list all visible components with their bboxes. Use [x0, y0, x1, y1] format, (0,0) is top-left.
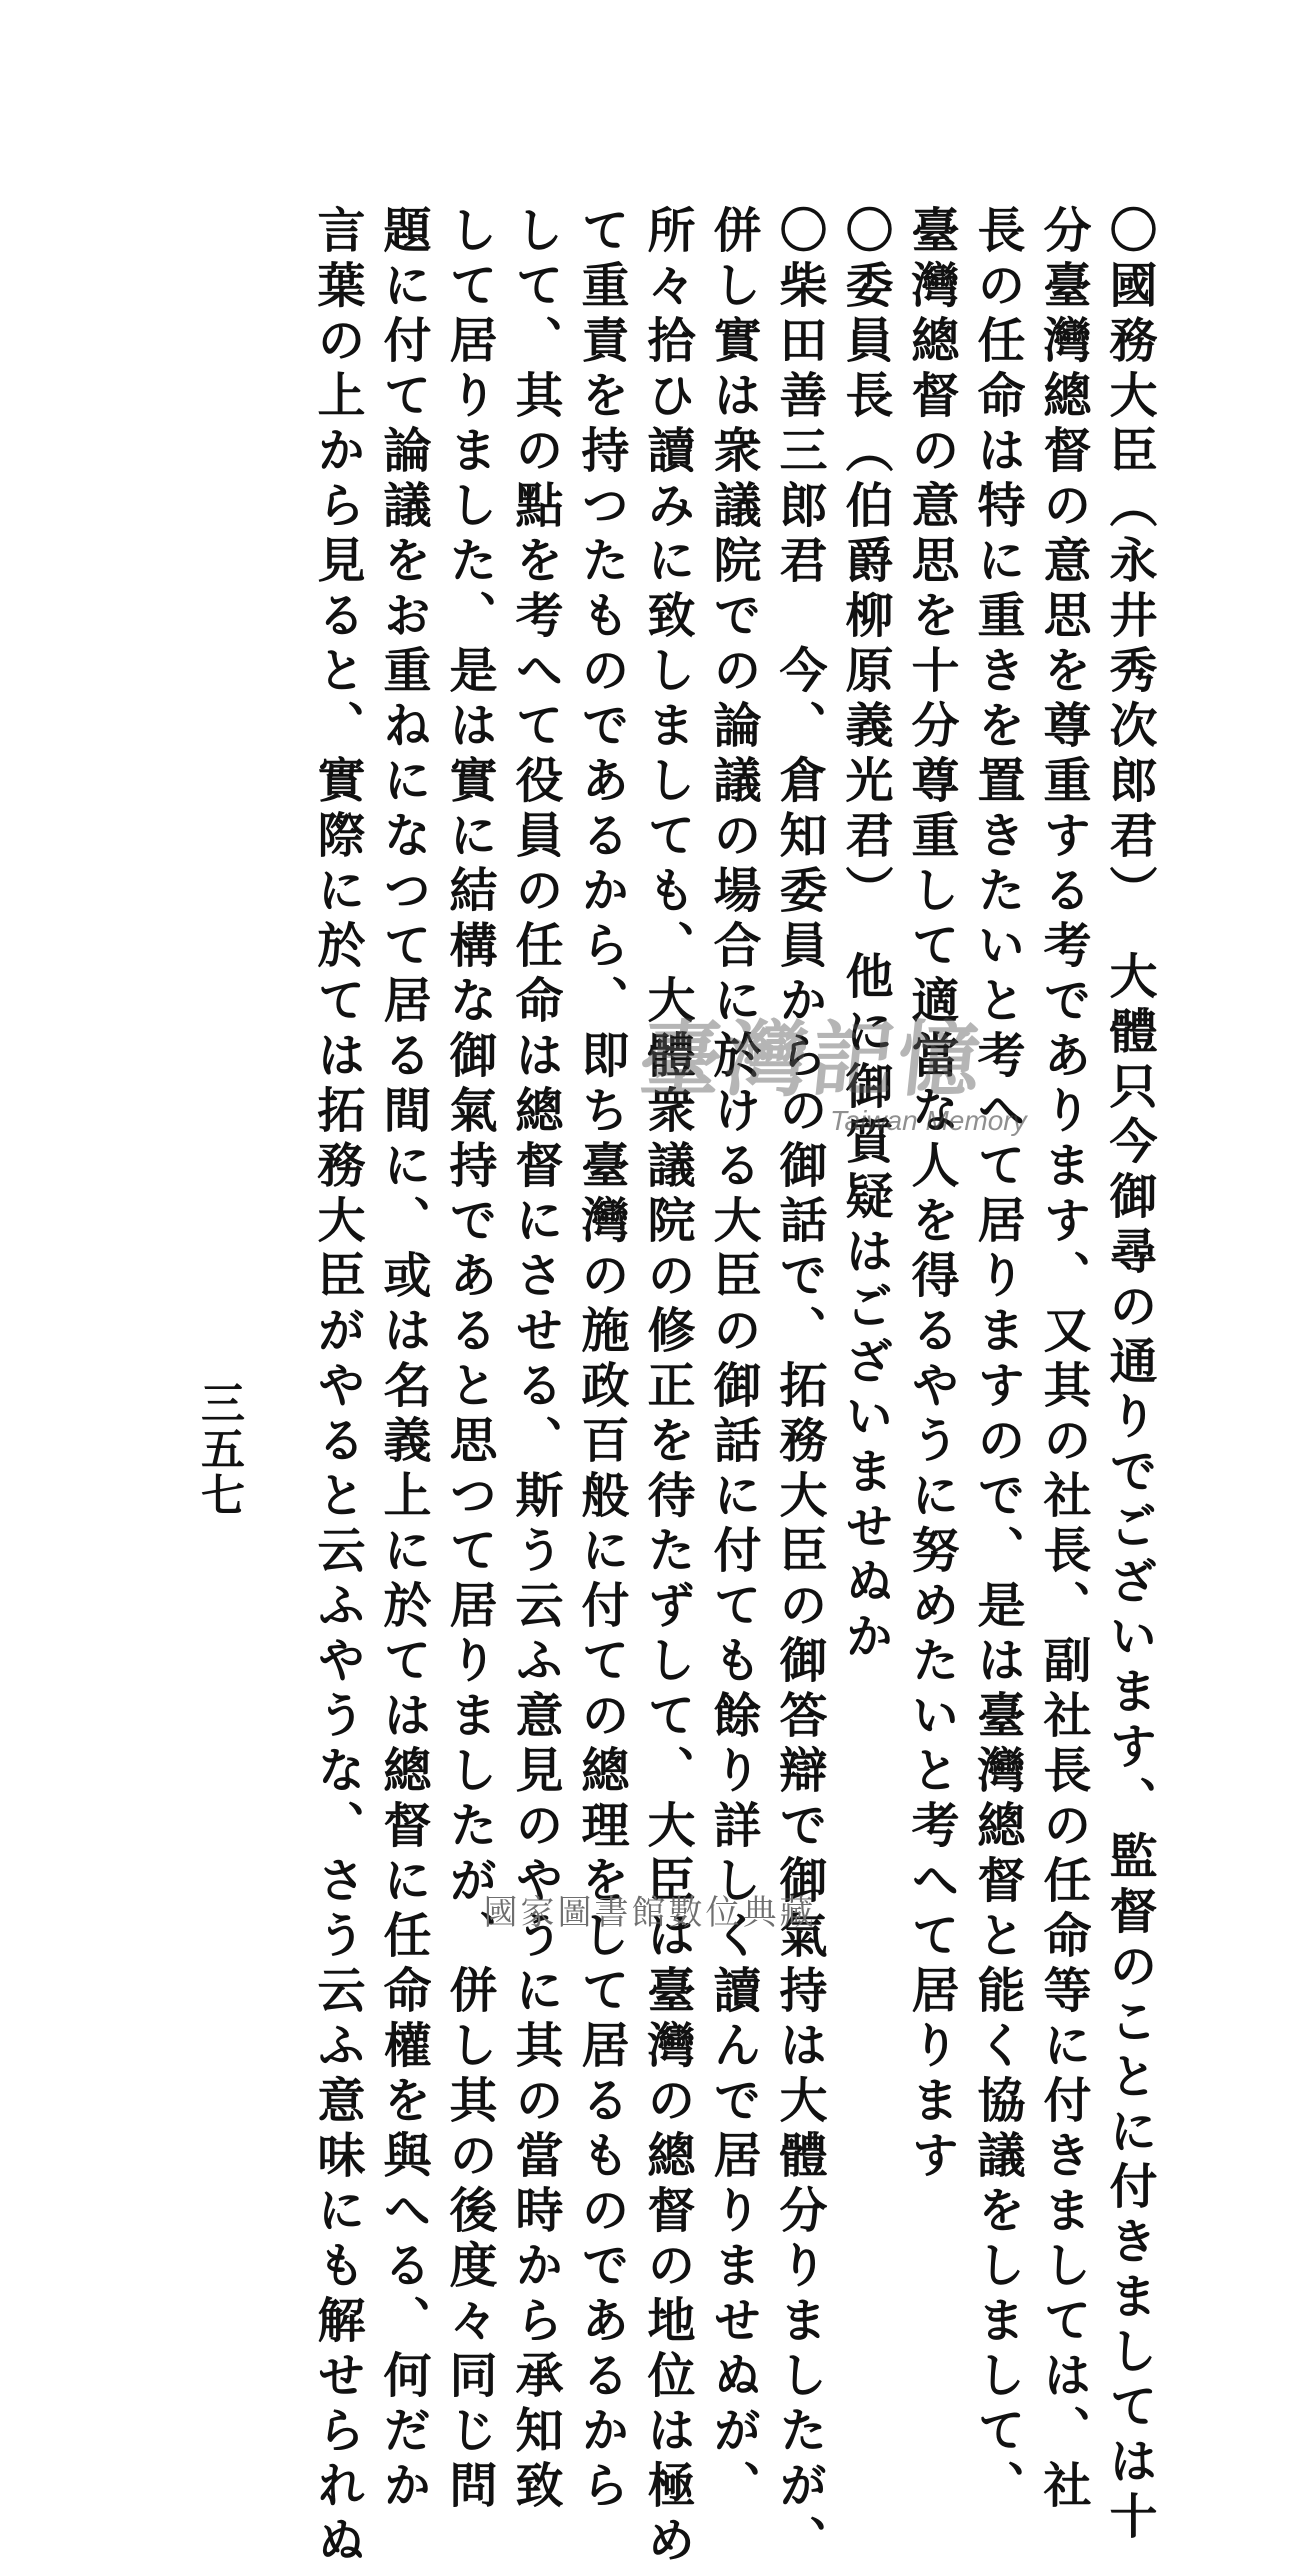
column-text: 所々拾ひ讀みに致しましても、大體衆議院の修正を待たずして、大臣は臺灣の總督の地位は極め	[639, 205, 695, 2570]
text-column	[1096, 205, 1162, 2546]
watermark-chinese: 臺灣記憶	[634, 1012, 990, 1108]
column-text: 言葉の上から見ると、實際に於ては拓務大臣がやると云ふやうな、さう云ふ意味にも解せられぬ	[309, 205, 365, 2570]
column-text: 題に付て論議をお重ねになつて居る間に、或は名義上に於ては總督に任命權を與へる、何だか	[375, 205, 431, 2515]
column-text: して、其の點を考へて役員の任命は總督にさせる、斯う云ふ意見のやうに其の當時から承知致	[507, 205, 563, 2515]
text-column	[832, 205, 898, 1765]
column-text: 今、倉知委員からの御話で、拓務大臣の御答辯で御氣持は大體分りましたが、	[771, 590, 827, 2570]
speaker-label: 〇國務大臣（永井秀次郎君）	[1101, 205, 1157, 896]
text-column	[568, 205, 634, 2515]
column-text: て重責を持つたものであるから、即ち臺灣の施政百般に付ての總理をして居るものであるから	[573, 205, 629, 2515]
text-column	[898, 205, 964, 2185]
column-text: 他に御質疑はございませぬか	[837, 896, 893, 1666]
column-text: して居りました、是は實に結構な御氣持であると思つて居りましたが、併し其の後度々同じ問	[441, 205, 497, 2515]
watermark-logo	[634, 1005, 1060, 1155]
text-column	[964, 205, 1030, 2515]
text-column	[502, 205, 568, 2515]
text-column	[370, 205, 436, 2515]
text-column	[436, 205, 502, 2515]
column-text: 長の任命は特に重きを置きたいと考へて居りますので、是は臺灣總督と能く協議をしまして、	[969, 205, 1025, 2515]
column-text: 分臺灣總督の意思を尊重する考であります、又其の社長、副社長の任命等に付きましては、社	[1035, 205, 1091, 2515]
text-column	[766, 205, 832, 2570]
speaker-label: 〇柴田善三郎君	[771, 205, 827, 590]
column-text: 臺灣總督の意思を十分尊重して適當な人を得るやうに努めたいと考へて居ります	[903, 205, 959, 2185]
column-text: 大體只今御尋の通りでございます、監督のことに付きましては十	[1101, 896, 1157, 2546]
speaker-label: 〇委員長（伯爵柳原義光君）	[837, 205, 893, 896]
column-text: 併し實は衆議院での論議の場合に於ける大臣の御話に付ても餘り詳しく讀んで居りませぬが、	[705, 205, 761, 2515]
text-column	[634, 205, 700, 2570]
text-column	[304, 205, 370, 2570]
text-column	[700, 205, 766, 2515]
page-number: 三五七	[193, 1380, 244, 1518]
text-column	[1030, 205, 1096, 2515]
footer-credit: 國家圖書館數位典藏	[483, 1893, 817, 1933]
watermark-english: Taiwan Memory	[830, 1105, 1027, 1136]
